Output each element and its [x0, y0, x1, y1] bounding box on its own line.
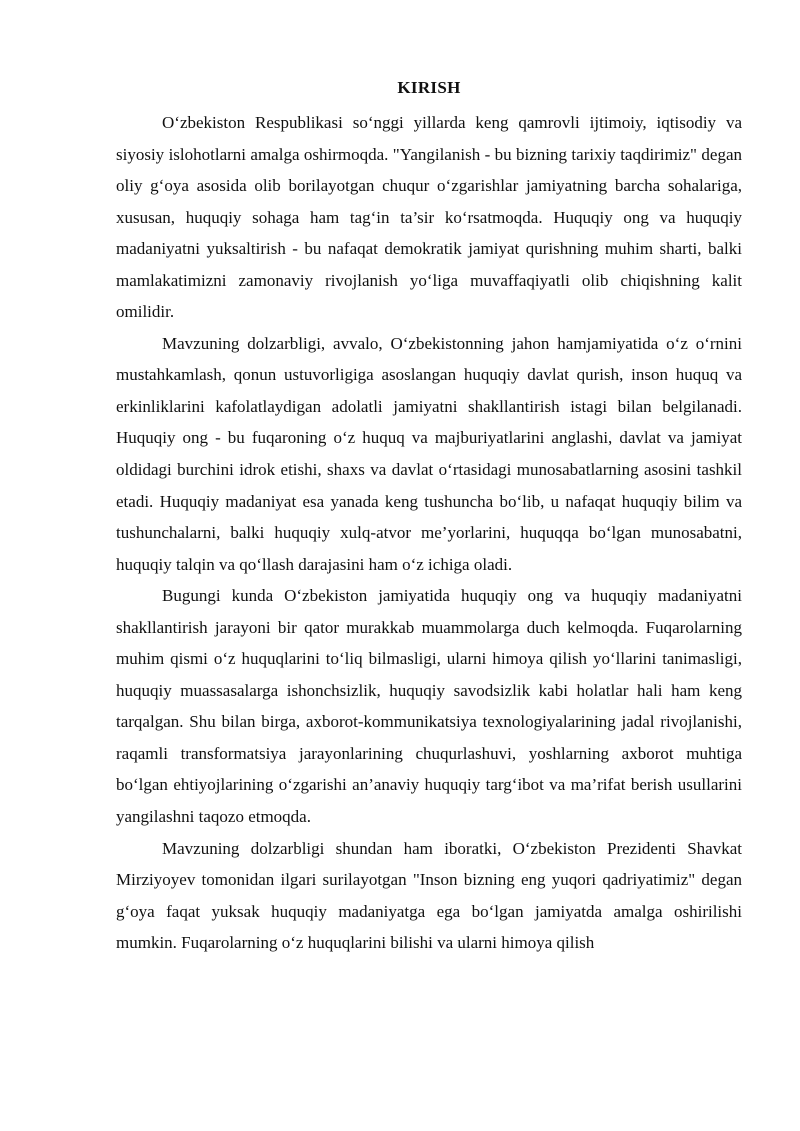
paragraph-intro: O‘zbekiston Respublikasi so‘nggi yillarda keng qamrovli ijtimoiy, iqtisodiy va siyosiy islohotlarni amalga oshirmoqda. "Yangilanish - bu bizning tarixiy taqdirimiz" degan oliy g‘oya asosida olib borilayotgan chuqur o‘zgarishlar jamiyatning barcha sohalariga, xususan, huquqiy sohaga ham tag‘in ta’sir ko‘rsatmoqda. Huquqiy ong va huquqiy madaniyatni yuksaltirish - bu nafaqat demokratik jamiyat qurishning muhim sharti, balki mamlakatimizni zamonaviy rivojlanish yo‘liga muvaffaqiyatli olib chiqishning kalit omilidir.	[116, 113, 742, 322]
document-body	[116, 76, 742, 959]
section-heading: KIRISH	[397, 78, 461, 97]
paragraph-relevance-continued: Mavzuning dolzarbligi shundan ham iboratki, O‘zbekiston Prezidenti Shavkat Mirziyoyev tomonidan ilgari surilayotgan "Inson bizning eng yuqori qadriyatimiz" degan g‘oya faqat yuksak huquqiy madaniyatga ega bo‘lgan jamiyatda amalga oshirilishi mumkin. Fuqarolarning o‘z huquqlarini bilishi va ularni himoya qilish	[116, 838, 742, 953]
paragraph-problems: Bugungi kunda O‘zbekiston jamiyatida huquqiy ong va huquqiy madaniyatni shakllantirish jarayoni bir qator murakkab muammolarga duch kelmoqda. Fuqarolarning muhim qismi o‘z huquqlarini to‘liq bilmasligi, ularni himoya qilish yo‘llarini tanimasligi, huquqiy muassasalarga ishonchsizlik, huquqiy savodsizlik kabi holatlar hali ham keng tarqalgan. Shu bilan birga, axborot-kommunikatsiya texnologiyalarining jadal rivojlanishi, raqamli transformatsiya jarayonlarining chuqurlashuvi, yoshlarning axborot muhtiga bo‘lgan ehtiyojlarining o‘zgarishi an’anaviy huquqiy targ‘ibot va ma’rifat berish usullarini yangilashni taqozo etmoqda.	[116, 586, 742, 827]
paragraph-relevance: Mavzuning dolzarbligi, avvalo, O‘zbekistonning jahon hamjamiyatida o‘z o‘rnini mustahkamlash, qonun ustuvorligiga asoslangan huquqiy davlat qurish, inson huquq va erkinliklarini kafolatlaydigan adolatli jamiyatni shakllantirish istagi bilan belgilanadi. Huquqiy ong - bu fuqaroning o‘z huquq va majburiyatlarini anglashi, davlat va jamiyat oldidagi burchini idrok etishi, shaxs va davlat o‘rtasidagi munosabatlarning asosini tashkil etadi. Huquqiy madaniyat esa yanada keng tushuncha bo‘lib, u nafaqat huquqiy bilim va tushunchalarni, balki huquqiy xulq-atvor me’yorlarini, huquqqa bo‘lgan munosabatni, huquqiy talqin va qo‘llash darajasini ham o‘z ichiga oladi.	[116, 333, 742, 574]
